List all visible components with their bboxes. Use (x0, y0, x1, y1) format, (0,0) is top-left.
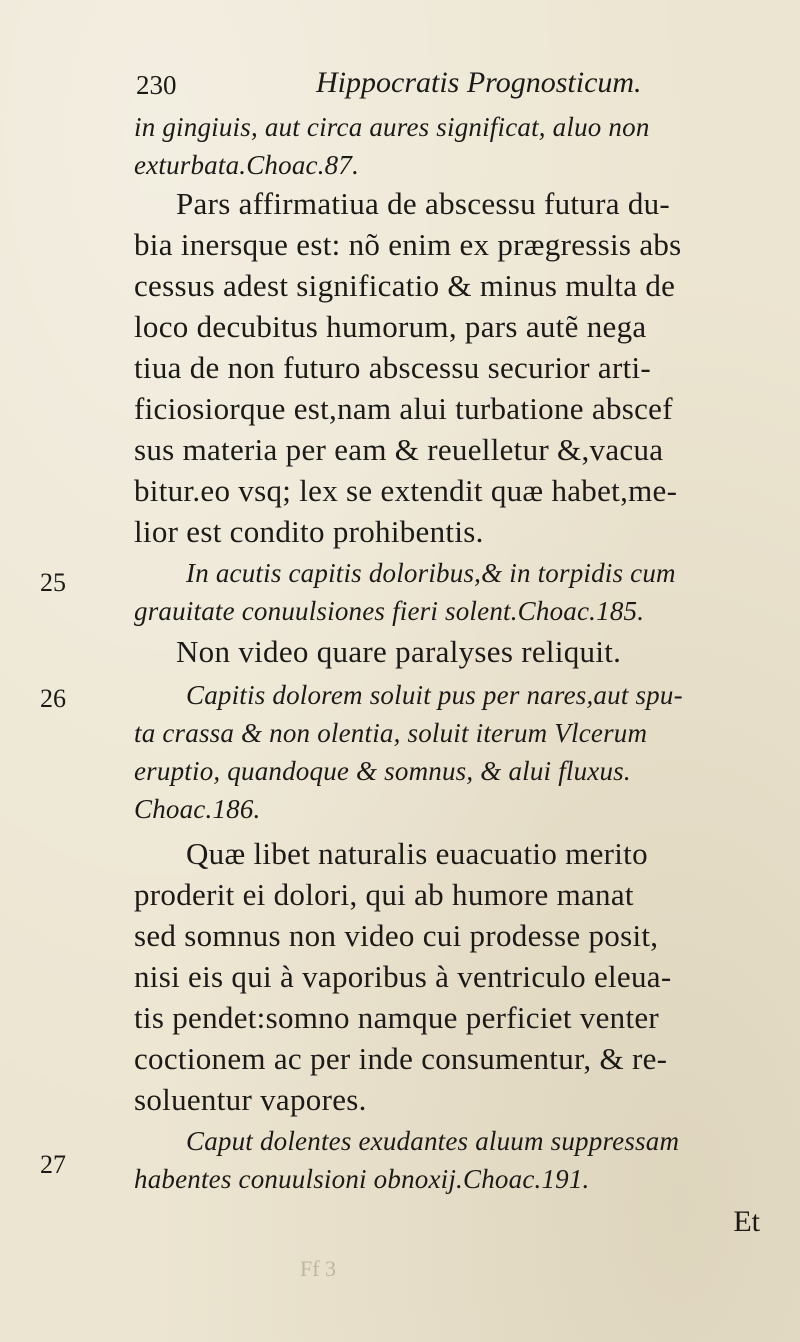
text-line-9: sus materia per eam & reuelletur &,vacua (134, 432, 664, 467)
running-title: Hippocratis Prognosticum. (316, 66, 642, 99)
signature-mark: Ff 3 (300, 1256, 337, 1281)
text-line-20: proderit ei dolori, qui ab humore manat (134, 877, 634, 912)
text-line-17: eruptio, quandoque & somnus, & alui fluxus. (134, 756, 631, 786)
text-line-12: In acutis capitis doloribus,& in torpidis cum (186, 558, 676, 588)
text-line-23: tis pendet:somno namque perficiet venter (134, 1000, 660, 1035)
text-line-13: grauitate conuulsiones fieri solent.Choac.185. (134, 596, 645, 626)
text-line-16: ta crassa & non olentia, soluit iterum Vlcerum (134, 718, 648, 748)
text-line-8: ficiosiorque est,nam alui turbatione abscef (134, 391, 673, 426)
text-line-4: bia inersque est: nõ enim ex prægressis abs (134, 227, 682, 262)
page-header (136, 66, 776, 106)
text-line-22: nisi eis qui à vaporibus à ventriculo eleua- (134, 959, 672, 994)
margin-number-26: 26 (40, 684, 66, 713)
catchword: Et (733, 1205, 760, 1238)
text-line-10: bitur.eo vsq; lex se extendit quæ habet,me- (134, 473, 678, 508)
page-number: 230 (136, 70, 177, 100)
text-line-14: Non video quare paralyses reliquit. (176, 634, 622, 669)
text-line-24: coctionem ac per inde consumentur, & re- (134, 1041, 668, 1076)
text-line-18: Choac.186. (134, 794, 261, 824)
text-line-2: exturbata.Choac.87. (134, 150, 360, 180)
text-line-3: Pars affirmatiua de abscessu futura du- (176, 186, 671, 221)
text-line-27: habentes conuulsioni obnoxij.Choac.191. (134, 1164, 590, 1194)
text-line-25: soluentur vapores. (134, 1082, 367, 1117)
text-line-26: Caput dolentes exudantes aluum suppressam (186, 1126, 680, 1156)
text-line-15: Capitis dolorem soluit pus per nares,aut spu- (186, 680, 683, 710)
text-line-1: in gingiuis, aut circa aures significat, aluo non (134, 112, 650, 142)
margin-number-25: 25 (40, 568, 66, 597)
text-line-11: lior est condito prohibentis. (134, 514, 484, 549)
text-line-6: loco decubitus humorum, pars autẽ nega (134, 309, 647, 344)
text-line-19: Quæ libet naturalis euacuatio merito (186, 836, 648, 871)
text-line-7: tiua de non futuro abscessu securior arti- (134, 350, 652, 385)
margin-number-27: 27 (40, 1150, 66, 1179)
text-line-5: cessus adest significatio & minus multa de (134, 268, 676, 303)
text-line-21: sed somnus non video cui prodesse posit, (134, 918, 659, 953)
